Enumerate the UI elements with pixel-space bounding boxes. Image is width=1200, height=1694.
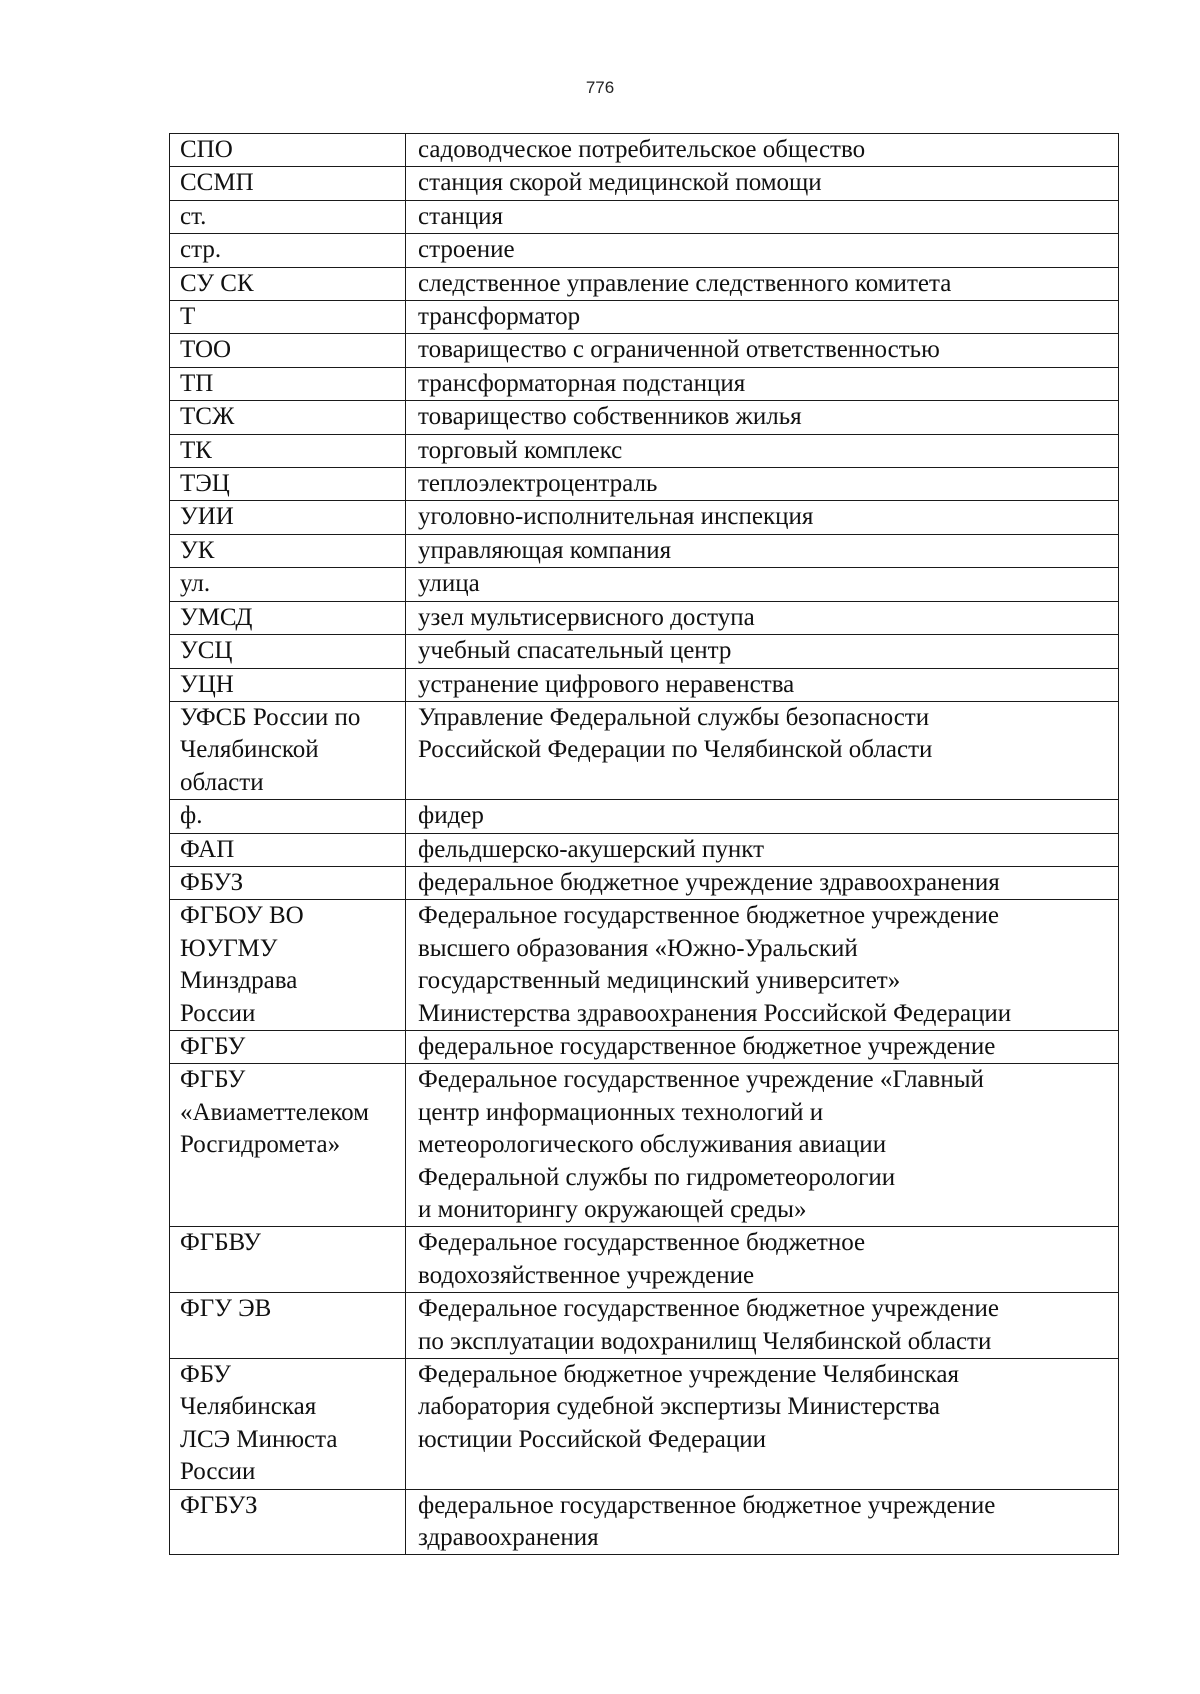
definition-cell: станция — [406, 200, 1119, 233]
table-row — [170, 635, 1119, 668]
table-row — [170, 301, 1119, 334]
definition-cell: улица — [406, 568, 1119, 601]
abbreviation-cell: УЦН — [170, 668, 406, 701]
abbreviation-cell: ФБУ Челябинская ЛСЭ Минюста России — [170, 1359, 406, 1490]
definition-cell: станция скорой медицинской помощи — [406, 167, 1119, 200]
table-row — [170, 568, 1119, 601]
table-row — [170, 334, 1119, 367]
abbreviation-cell: УМСД — [170, 601, 406, 634]
definition-cell: товарищество с ограниченной ответственностью — [406, 334, 1119, 367]
abbreviation-cell: ФГБОУ ВО ЮУГМУ Минздрава России — [170, 900, 406, 1031]
table-row — [170, 401, 1119, 434]
abbreviation-cell: СПО — [170, 134, 406, 167]
abbreviation-cell: ФГБУЗ — [170, 1489, 406, 1555]
definition-cell: торговый комплекс — [406, 434, 1119, 467]
abbreviations-table — [169, 133, 1119, 1555]
definition-cell: уголовно-исполнительная инспекция — [406, 501, 1119, 534]
definition-cell: управляющая компания — [406, 534, 1119, 567]
definition-cell: трансформатор — [406, 301, 1119, 334]
definition-cell: учебный спасательный центр — [406, 635, 1119, 668]
abbreviation-cell: ФГБУ — [170, 1030, 406, 1063]
abbreviation-cell: УИИ — [170, 501, 406, 534]
definition-cell: Федеральное государственное бюджетное учреждение высшего образования «Южно-Уральский государственный медицинский университет» Министерства здравоохранения Российской Федерации — [406, 900, 1119, 1031]
page-number: 776 — [585, 78, 615, 97]
definition-cell: Федеральное государственное учреждение «Главный центр информационных технологий и метеорологического обслуживания авиации Федеральной службы по гидрометеорологии и мониторингу окружающей среды» — [406, 1064, 1119, 1227]
definition-cell: устранение цифрового неравенства — [406, 668, 1119, 701]
abbreviations-table-body — [170, 134, 1119, 1555]
table-row — [170, 234, 1119, 267]
table-row — [170, 267, 1119, 300]
table-row — [170, 866, 1119, 899]
definition-cell: строение — [406, 234, 1119, 267]
table-row — [170, 701, 1119, 799]
definition-cell: федеральное бюджетное учреждение здравоохранения — [406, 866, 1119, 899]
abbreviation-cell: ФБУЗ — [170, 866, 406, 899]
abbreviation-cell: ФГБВУ — [170, 1227, 406, 1293]
definition-cell: фельдшерско-акушерский пункт — [406, 833, 1119, 866]
table-row — [170, 1359, 1119, 1490]
abbreviation-cell: УСЦ — [170, 635, 406, 668]
abbreviation-cell: стр. — [170, 234, 406, 267]
table-row — [170, 800, 1119, 833]
abbreviation-cell: ТЭЦ — [170, 468, 406, 501]
definition-cell: Федеральное государственное бюджетное водохозяйственное учреждение — [406, 1227, 1119, 1293]
abbreviation-cell: ФАП — [170, 833, 406, 866]
definition-cell: Федеральное бюджетное учреждение Челябинская лаборатория судебной экспертизы Министерства юстиции Российской Федерации — [406, 1359, 1119, 1490]
table-row — [170, 1293, 1119, 1359]
table-row — [170, 1489, 1119, 1555]
definition-cell: федеральное государственное бюджетное учреждение — [406, 1030, 1119, 1063]
abbreviation-cell: ф. — [170, 800, 406, 833]
table-row — [170, 1064, 1119, 1227]
abbreviation-cell: ТК — [170, 434, 406, 467]
definition-cell: фидер — [406, 800, 1119, 833]
definition-cell: садоводческое потребительское общество — [406, 134, 1119, 167]
abbreviation-cell: ул. — [170, 568, 406, 601]
abbreviation-cell: ФГБУ «Авиаметтелеком Росгидромета» — [170, 1064, 406, 1227]
table-row — [170, 134, 1119, 167]
table-row — [170, 468, 1119, 501]
definition-cell: трансформаторная подстанция — [406, 367, 1119, 400]
definition-cell: Управление Федеральной службы безопасности Российской Федерации по Челябинской области — [406, 701, 1119, 799]
abbreviation-cell: ССМП — [170, 167, 406, 200]
table-row — [170, 833, 1119, 866]
definition-cell: федеральное государственное бюджетное учреждение здравоохранения — [406, 1489, 1119, 1555]
abbreviation-cell: ТСЖ — [170, 401, 406, 434]
definition-cell: следственное управление следственного комитета — [406, 267, 1119, 300]
table-row — [170, 601, 1119, 634]
table-row — [170, 501, 1119, 534]
abbreviation-cell: ФГУ ЭВ — [170, 1293, 406, 1359]
abbreviation-cell: УФСБ России по Челябинской области — [170, 701, 406, 799]
table-row — [170, 668, 1119, 701]
table-row — [170, 434, 1119, 467]
abbreviation-cell: Т — [170, 301, 406, 334]
abbreviation-cell: ТОО — [170, 334, 406, 367]
table-row — [170, 534, 1119, 567]
table-row — [170, 367, 1119, 400]
table-row — [170, 1227, 1119, 1293]
definition-cell: товарищество собственников жилья — [406, 401, 1119, 434]
table-row — [170, 167, 1119, 200]
abbreviation-cell: УК — [170, 534, 406, 567]
table-row — [170, 200, 1119, 233]
abbreviation-cell: СУ СК — [170, 267, 406, 300]
definition-cell: узел мультисервисного доступа — [406, 601, 1119, 634]
abbreviation-cell: ТП — [170, 367, 406, 400]
abbreviation-cell: ст. — [170, 200, 406, 233]
definition-cell: Федеральное государственное бюджетное учреждение по эксплуатации водохранилищ Челябинской области — [406, 1293, 1119, 1359]
table-row — [170, 1030, 1119, 1063]
definition-cell: теплоэлектроцентраль — [406, 468, 1119, 501]
table-row — [170, 900, 1119, 1031]
